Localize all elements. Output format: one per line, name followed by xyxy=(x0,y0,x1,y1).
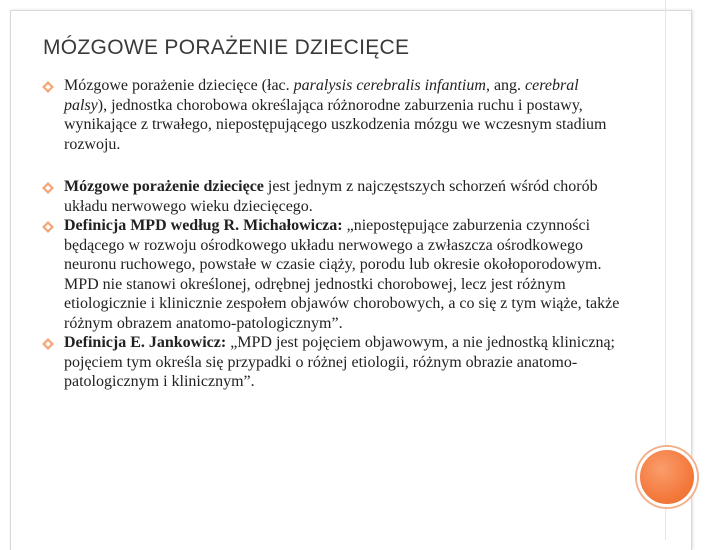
bullet-text: „MPD jest pojęciem objawowym, a nie jednostką kliniczną; pojęciem tym określa się przypadki o różnej etiologii, różnym obrazie anatomo-patologicznym i klinicznym”. xyxy=(64,334,615,390)
bullet-text: jest jednym z najczęstszych schorzeń wśród chorób układu nerwowego wieku dziecięcego. xyxy=(64,178,598,215)
bullet-item-definition xyxy=(42,76,622,154)
diamond-bullet-icon xyxy=(42,221,54,233)
bullet-item-jankowicz xyxy=(42,333,622,392)
bullet-text: , ang. xyxy=(485,77,526,94)
slide-title: MÓZGOWE PORAŻENIE DZIECIĘCE xyxy=(43,36,410,59)
bullet-bold-term: Mózgowe porażenie dziecięce xyxy=(64,178,264,195)
bullet-text: Mózgowe porażenie dziecięce (łac. xyxy=(64,77,294,94)
diamond-bullet-icon xyxy=(42,338,54,350)
bullet-item-prevalence xyxy=(42,177,622,216)
diamond-bullet-icon xyxy=(42,81,54,93)
bullet-bold-term: Definicja E. Jankowicz: xyxy=(64,334,227,351)
latin-term: paralysis cerebralis infantium xyxy=(293,77,486,94)
bullet-item-michalowicz xyxy=(42,216,622,333)
english-term: cerebral palsy xyxy=(64,77,579,114)
decorative-orange-circle xyxy=(637,447,697,507)
bullet-bold-term: Definicja MPD według R. Michałowicza: xyxy=(64,217,343,234)
slide-content xyxy=(42,76,622,392)
bullet-text: „niepostępujące zaburzenia czynności będącego w rozwoju ośrodkowego układu nerwowego a zwłaszcza ośrodkowego neuronu ruchowego, powstałe w czasie ciąży, porodu lub okresie okołoporodowym. MPD nie stanowi określonej, odrębnej jednostki chorobowej, lecz jest różnym etiologicznie i klinicznie zespołem objawów chorobowych, a co się z tym wiąże, także różnym obrazem anatomo-patologicznym”. xyxy=(64,217,620,332)
bullet-text: ), jednostka chorobowa określająca różnorodne zaburzenia ruchu i postawy, wynikające z trwałego, niepostępującego uszkodzenia mózgu we wczesnym stadium rozwoju. xyxy=(64,96,607,153)
diamond-bullet-icon xyxy=(42,182,54,194)
